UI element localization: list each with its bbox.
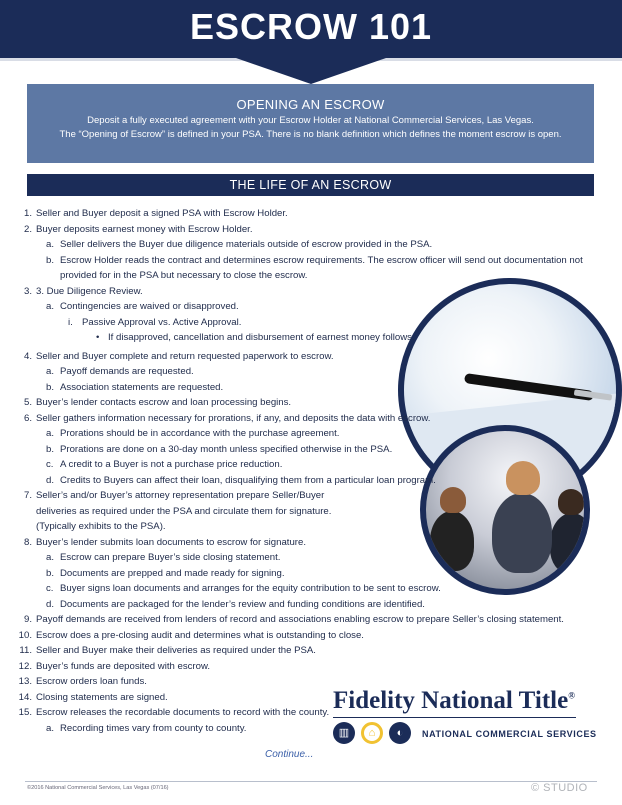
list-item	[14, 628, 604, 644]
building-icon: ▥	[333, 722, 355, 744]
sub-text: Prorations should be in accordance with the purchase agreement.	[60, 428, 340, 439]
footer-note: ©2016 National Commercial Services, Las Vegas (07/16)	[27, 785, 169, 791]
sub-text: Credits to Buyers can affect their loan, disqualifying them from a particular loan program.	[60, 474, 436, 486]
sub-list	[36, 364, 604, 395]
step-number: 9.	[23, 614, 32, 625]
sub-list	[36, 299, 604, 346]
house-icon: ⌂	[361, 722, 383, 744]
sub-letter: c.	[46, 583, 54, 594]
step-text: 3. Due Diligence Review.	[36, 285, 143, 297]
step-text: Seller and Buyer complete and return requested paperwork to escrow.	[36, 350, 334, 362]
sub-letter: a.	[46, 428, 55, 439]
sub-letter: c.	[46, 459, 54, 470]
sub-text: Payoff demands are requested.	[60, 366, 194, 377]
sub-item	[36, 364, 604, 380]
roman-text: Passive Approval vs. Active Approval.	[82, 316, 242, 328]
sub-item	[36, 299, 604, 346]
sub-text: Association statements are requested.	[60, 381, 224, 393]
sub-letter: a.	[46, 722, 55, 734]
step-number: 14.	[18, 691, 32, 703]
step-text: Escrow does a pre-closing audit and determines what is outstanding to close.	[36, 629, 364, 641]
logo-divider	[333, 717, 576, 718]
sub-item	[36, 426, 604, 442]
sub-text: Contingencies are waived or disapproved.	[60, 301, 239, 312]
list-item	[14, 284, 604, 346]
step-text: Seller gathers information necessary for prorations, if any, and deposits the data with escrow.	[36, 412, 431, 424]
step-text: Seller and Buyer make their deliveries as required under the PSA.	[36, 645, 316, 656]
step-number: 4.	[23, 350, 32, 362]
opening-escrow-box	[27, 84, 594, 163]
step-number: 3.	[23, 285, 32, 297]
sub-text: Documents are packaged for the lender’s review and funding conditions are identified.	[60, 598, 425, 610]
list-item	[14, 349, 604, 396]
opening-escrow-line-1: Deposit a fully executed agreement with your Escrow Holder at National Commercial Services, Las Vegas.	[87, 115, 534, 126]
sub-letter: b.	[46, 254, 55, 266]
sub-item	[36, 581, 604, 597]
sub-text: Recording times vary from county to county.	[60, 722, 247, 734]
footer-rule	[25, 781, 597, 782]
step-text: Seller’s and/or Buyer’s attorney representation prepare Seller/Buyer deliveries as required under the PSA and circulate them for signature. (Typically exhibits to the PSA).	[36, 490, 332, 532]
list-item	[14, 206, 604, 222]
sub-item	[36, 237, 604, 253]
list-item	[14, 222, 604, 284]
sub-text: A credit to a Buyer is not a purchase price reduction.	[60, 459, 283, 470]
sub-list	[36, 426, 604, 488]
step-text: Buyer’s lender submits loan documents to escrow for signature.	[36, 536, 307, 548]
sub-letter: a.	[46, 366, 55, 377]
step-text: Buyer’s funds are deposited with escrow.	[36, 660, 211, 672]
step-text: Seller and Buyer deposit a signed PSA with Escrow Holder.	[36, 208, 288, 219]
sub-letter: a.	[46, 552, 55, 563]
bullet-icon: •	[96, 332, 100, 343]
list-item	[14, 535, 604, 613]
step-number: 10.	[18, 629, 32, 641]
sub-list	[36, 550, 604, 612]
opening-escrow-line-2: The “Opening of Escrow” is defined in your PSA. There is no blank definition which defines the moment escrow is open.	[59, 129, 562, 140]
sub-letter: a.	[46, 239, 55, 250]
sub-letter: a.	[46, 301, 55, 312]
step-number: 15.	[18, 707, 32, 718]
step-number: 6.	[23, 412, 32, 424]
escrow-steps-list	[14, 206, 604, 736]
sub-letter: b.	[46, 567, 55, 579]
step-text: Buyer’s lender contacts escrow and loan processing begins.	[36, 397, 292, 408]
header-chevron	[236, 58, 386, 84]
sub-list	[36, 237, 604, 284]
roman-numeral: i.	[68, 316, 73, 328]
sub-text: Buyer signs loan documents and arranges for the equity contribution to be sent to escrow.	[60, 583, 441, 594]
step-text: Escrow releases the recordable documents to record with the county.	[36, 707, 330, 718]
step-number: 1.	[23, 208, 32, 219]
page-title: ESCROW 101	[189, 6, 433, 47]
sub-text: Escrow Holder reads the contract and determines escrow requirements. The escrow officer will send out documentation not provided for in the PSA but necessary to close the escrow.	[60, 254, 583, 281]
bullet-list	[82, 330, 604, 346]
step-text: Buyer deposits earnest money with Escrow Holder.	[36, 223, 253, 235]
step-number: 11.	[19, 645, 32, 656]
step-number: 2.	[23, 223, 32, 235]
step-number: 13.	[18, 676, 32, 687]
sub-text: Documents are prepped and made ready for signing.	[60, 567, 285, 579]
list-item	[14, 659, 604, 675]
step-number: 8.	[23, 536, 32, 548]
registered-mark: ®	[568, 690, 575, 701]
bullet-text: If disapproved, cancellation and disbursement of earnest money follows.	[108, 332, 415, 343]
step-text: Closing statements are signed.	[36, 691, 168, 703]
list-item	[14, 612, 604, 628]
step-number: 5.	[23, 397, 32, 408]
sub-item	[36, 473, 604, 489]
division-name: NATIONAL COMMERCIAL SERVICES	[422, 729, 597, 739]
step-number: 12.	[18, 660, 32, 672]
list-item	[14, 395, 604, 411]
sub-item	[36, 566, 604, 582]
fidelity-logo-wordmark	[333, 687, 578, 715]
sub-text: Escrow can prepare Buyer’s side closing statement.	[60, 552, 281, 563]
logo-name: Fidelity National Title	[333, 687, 569, 714]
roman-list	[60, 315, 604, 346]
sub-text: Prorations are done on a 30-day month unless specified otherwise in the PSA.	[60, 443, 393, 455]
sub-letter: d.	[46, 598, 55, 610]
continue-label: Continue...	[265, 749, 314, 760]
roman-item	[60, 315, 604, 346]
sub-item	[36, 597, 604, 613]
step-text: Escrow orders loan funds.	[36, 676, 147, 687]
crescent-icon: ◐	[389, 722, 411, 744]
list-item	[14, 643, 604, 659]
sub-item	[36, 457, 604, 473]
sub-text: Seller delivers the Buyer due diligence materials outside of escrow provided in the PSA.	[60, 239, 433, 250]
sub-item	[36, 253, 604, 284]
sub-item	[36, 380, 604, 396]
life-of-escrow-heading: THE LIFE OF AN ESCROW	[27, 174, 594, 196]
sub-letter: b.	[46, 443, 55, 455]
step-number: 7.	[23, 490, 32, 501]
studio-logo: © STUDIO	[531, 782, 588, 794]
step-text: Payoff demands are received from lenders of record and associations enabling escrow to prepare Seller’s closing statement.	[36, 614, 564, 625]
sub-letter: d.	[46, 474, 55, 486]
list-item	[14, 488, 359, 535]
sub-item	[36, 550, 604, 566]
opening-escrow-title: OPENING AN ESCROW	[236, 97, 385, 112]
bullet-item	[82, 330, 604, 346]
sub-letter: b.	[46, 381, 55, 393]
sub-item	[36, 442, 604, 458]
list-item	[14, 411, 604, 489]
